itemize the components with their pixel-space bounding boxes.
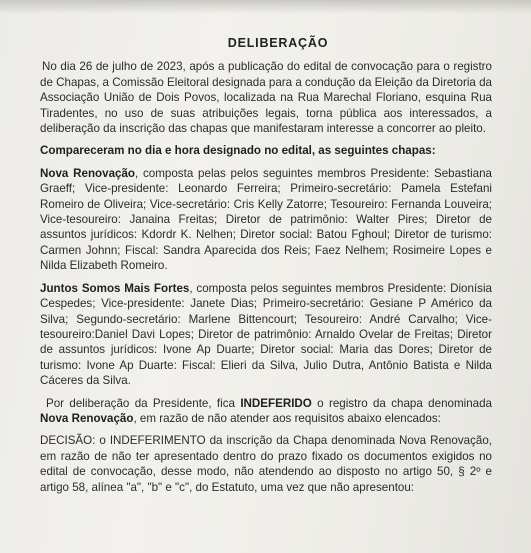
- decision-paragraph: DECISÃO: o INDEFERIMENTO da inscrição da Chapa denominada Nova Renovação, em razão de não ter apresentado dentro do prazo fixado os documentos exigidos no edital de convocação, desse modo, não atendendo ao disposto no artigo 50, § 2º e artigo 58, alínea "a", "b" e "c", do Estatuto, uma vez que não apresentou:: [40, 434, 492, 494]
- deliberation-text-1: Por deliberação da Presidente, fica: [46, 396, 241, 410]
- deliberation-paragraph: [40, 396, 492, 427]
- deliberation-text-2: o registro da chapa denominada: [311, 396, 492, 410]
- chapa-1-name: Nova Renovação: [40, 166, 135, 180]
- document-body: [40, 36, 492, 502]
- chapa-2-paragraph: [40, 281, 492, 389]
- chapa-2-members: , composta pelos seguintes membros Presidente: Dionísia Cespedes; Vice-presidente: Janete Dias; Primeiro-secretário: Gesiane P Américo da Silva; Segundo-secretário: Marlene Bittencourt; Tesoureiro: André Carvalho; Vice-tesoureiro:Daniel Davi Lopes; Diretor de patrimônio: Arnaldo Ovelar de Freitas; Diretor de assuntos jurídicos: Ivone Ap Duarte; Diretor social: Maria das Dores; Diretor de turismo: Ivone Ap Duarte: Fiscal: Elieri da Silva, Julio Dutra, Antônio Batista e Nilda Cáceres da Silva.: [40, 281, 492, 388]
- intro-paragraph: No dia 26 de julho de 2023, após a publicação do edital de convocação para o registro de Chapas, a Comissão Eleitoral designada para a condução da Eleição da Diretoria da Associação União de Dois Povos, localizada na Rua Marechal Floriano, esquina Rua Tiradentes, no uso de suas atribuições legais, torna pública aos interessados, a deliberação da inscrição das chapas que manifestaram interesse a concorrer ao pleito.: [40, 60, 492, 136]
- chapa-1-paragraph: [40, 166, 492, 274]
- deliberation-status: INDEFERIDO: [240, 396, 312, 410]
- document-title: DELIBERAÇÃO: [227, 36, 329, 50]
- chapa-1-members: , composta pelas pelos seguintes membros Presidente: Sebastiana Graeff; Vice-presidente: Leonardo Ferreira; Primeiro-secretário: Pamela Estefani Romeiro de Oliveira; Vice-secretário: Cris Kelly Zatorre; Tesoureiro: Fernanda Louveira; Vice-tesoureiro: Janaina Freitas; Diretor de patrimônio: Walter Pires; Diretor de assuntos jurídicos: Kdordr K. Nelhen; Diretor social: Batou Fghoul; Diretor de turismo: Carmen Johnn; Fiscal: Sandra Aparecida dos Reis; Faez Nelhem; Rosimeire Lopes e Nilda Elizabeth Romeiro.: [40, 166, 492, 273]
- page-shadow: [0, 0, 531, 14]
- deliberation-text-3: , em razão de não atender aos requisitos abaixo elencados:: [133, 411, 441, 425]
- chapa-2-name: Juntos Somos Mais Fortes: [40, 281, 190, 295]
- deliberation-chapa-name: Nova Renovação: [40, 411, 134, 425]
- subheading: Compareceram no dia e hora designado no edital, as seguintes chapas:: [40, 144, 436, 158]
